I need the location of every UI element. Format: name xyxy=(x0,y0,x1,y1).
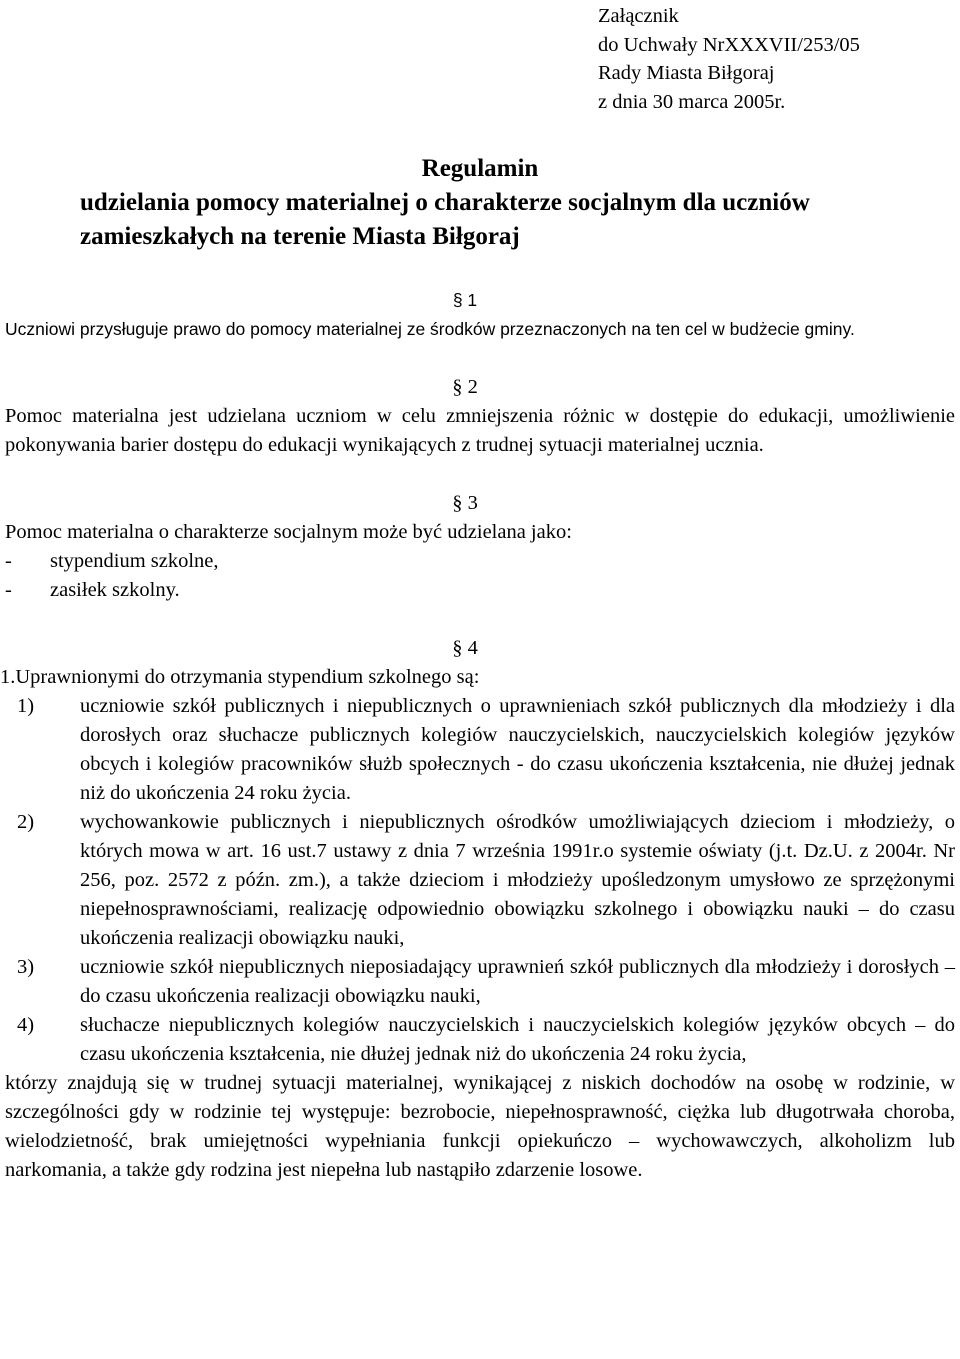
item-number: 1) xyxy=(17,695,35,717)
item-number: 2) xyxy=(17,811,35,833)
annex-line-2: do Uchwały NrXXXVII/253/05 xyxy=(598,33,860,56)
section-heading-3: § 3 xyxy=(452,492,478,514)
list-item-text: zasiłek szkolny. xyxy=(50,579,180,601)
annex-line-3: Rady Miasta Biłgoraj xyxy=(598,62,775,84)
list-item xyxy=(5,547,955,576)
list-item-text: stypendium szkolne, xyxy=(50,550,219,572)
annex-line-1: Załącznik xyxy=(598,5,679,27)
section-text-1: Uczniowi przysługuje prawo do pomocy materialnej ze środków przeznaczonych na ten cel w budżecie gminy. xyxy=(5,319,855,339)
list-item-text: uczniowie szkół publicznych i niepublicznych o uprawnieniach szkół publicznych dla młodzieży i dla dorosłych oraz słuchacze publicznych kolegiów nauczycielskich, nauczycielskich kolegiów języków obcych i kolegiów pracowników służb społecznych - do czasu ukończenia kształcenia, nie dłużej jednak niż do ukończenia 24 roku życia. xyxy=(80,695,955,804)
dash-marker: - xyxy=(5,579,12,601)
section-heading-2: § 2 xyxy=(452,376,478,398)
list-item xyxy=(5,692,955,808)
item-number: 3) xyxy=(17,956,35,978)
list-item xyxy=(5,808,955,953)
section-text-2: Pomoc materialna jest udzielana uczniom w celu zmniejszenia różnic w dostępie do edukacji, umożliwienie pokonywania barier dostępu do edukacji wynikających z trudnej sytuacji materialnej ucznia. xyxy=(5,405,955,456)
annex-line-4: z dnia 30 marca 2005r. xyxy=(598,90,786,113)
list-item-text: słuchacze niepublicznych kolegiów nauczycielskich i nauczycielskich kolegiów języków obcych – do czasu ukończenia kształcenia, nie dłużej jednak niż do ukończenia 24 roku życia, xyxy=(80,1014,955,1065)
annex-header xyxy=(598,2,860,116)
list-item-text: uczniowie szkół niepublicznych nieposiadający uprawnień szkół publicznych dla młodzieży i dorosłych – do czasu ukończenia realizacji obowiązku nauki, xyxy=(80,956,955,1007)
section-closing-4: którzy znajdują się w trudnej sytuacji materialnej, wynikającej z niskich dochodów na osobę w rodzinie, w szczególności gdy w rodzinie tej występuje: bezrobocie, niepełnosprawność, ciężka lub długotrwała choroba, wielodzietność, brak umiejętności wypełniania funkcji opiekuńczo – wychowawczych, alkoholizm lub narkomania, a także gdy rodzina jest niepełna lub nastąpiło zdarzenie losowe. xyxy=(5,1072,955,1181)
section-heading-1: § 1 xyxy=(452,290,478,310)
dash-marker: - xyxy=(5,550,12,572)
list-item xyxy=(5,953,955,1011)
title-line-3: zamieszkałych na terenie Miasta Biłgoraj xyxy=(80,223,520,250)
list-item xyxy=(5,576,955,605)
title-line-1: Regulamin xyxy=(421,155,539,182)
document-body xyxy=(0,286,955,1185)
section-intro-4: 1.Uprawnionymi do otrzymania stypendium szkolnego są: xyxy=(0,666,480,688)
section-text-3: Pomoc materialna o charakterze socjalnym może być udzielana jako: xyxy=(5,521,572,543)
document-title xyxy=(0,152,960,254)
section-heading-4: § 4 xyxy=(452,637,478,659)
list-item xyxy=(5,1011,955,1069)
title-line-2: udzielania pomocy materialnej o charakterze socjalnym dla uczniów xyxy=(80,189,810,216)
list-item-text: wychowankowie publicznych i niepublicznych ośrodków umożliwiających dzieciom i młodzieży, o których mowa w art. 16 ust.7 ustawy z dnia 7 września 1991r.o systemie oświaty (j.t. Dz.U. z 2004r. Nr 256, poz. 2572 z późn. zm.), a także dzieciom i młodzieży upośledzonym umysłowo ze sprzężonymi niepełnosprawnościami, realizację odpowiednio obowiązku szkolnego i obowiązku nauki – do czasu ukończenia realizacji obowiązku nauki, xyxy=(80,811,955,949)
item-number: 4) xyxy=(17,1014,35,1036)
